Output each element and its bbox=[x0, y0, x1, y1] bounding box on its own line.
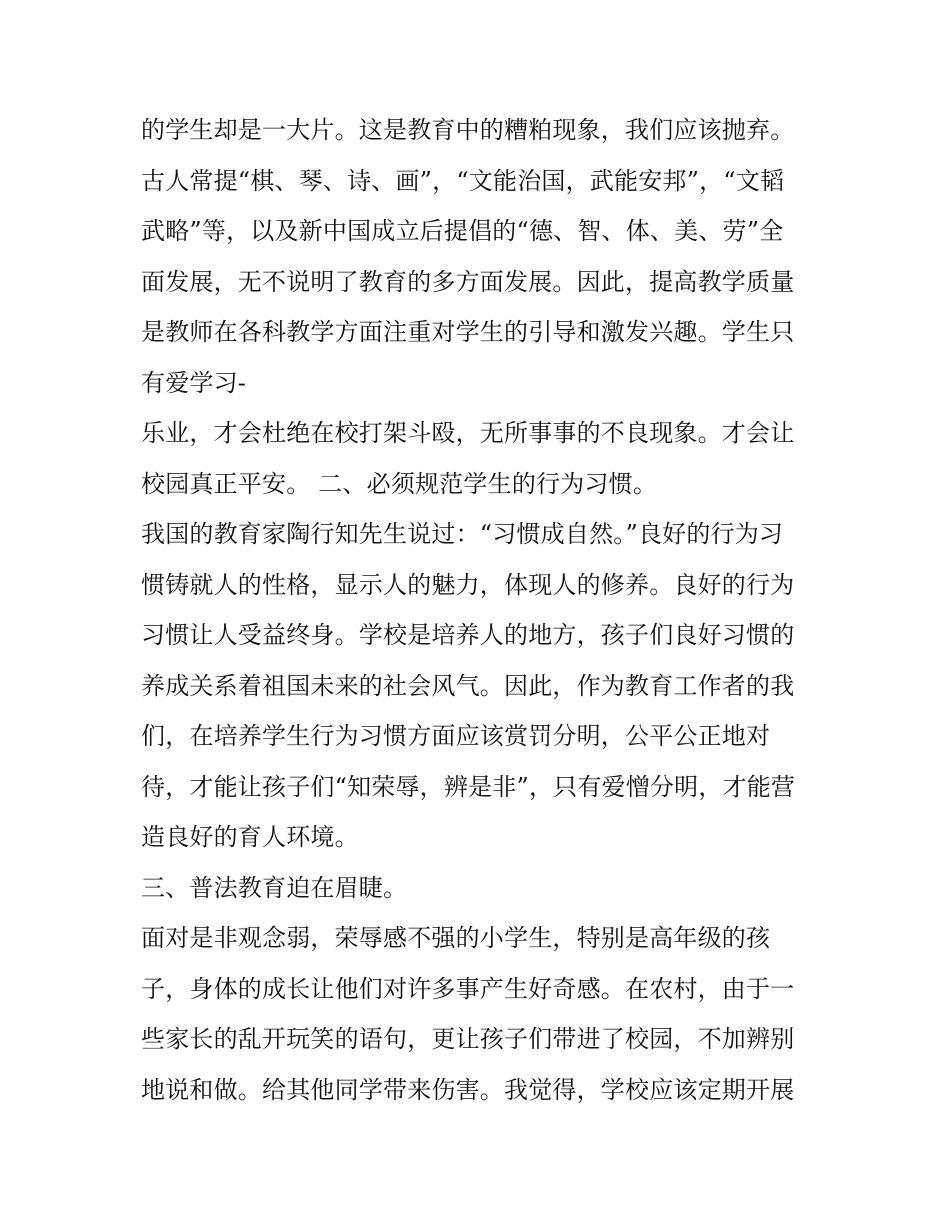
body-text bbox=[141, 105, 821, 1115]
text-line: 古人常提“棋、琴、诗、画”，“文能治国，武能安邦”，“文韬 bbox=[141, 166, 785, 195]
text-line: 武略”等，以及新中国成立后提倡的“德、智、体、美、劳”全 bbox=[141, 217, 784, 245]
text-line: 习惯让人受益终身。学校是培养人的地方，孩子们良好习惯的 bbox=[141, 621, 795, 649]
text-line: 我国的教育家陶行知先生说过：“习惯成自然。”良好的行为习 bbox=[141, 520, 784, 548]
text-line: 的学生却是一大片。这是教育中的糟粕现象，我们应该抛弃。 bbox=[141, 116, 795, 144]
text-line: 惯铸就人的性格，显示人的魅力，体现人的修养。良好的行为 bbox=[141, 570, 795, 599]
text-line: 些家长的乱开玩笑的语句，更让孩子们带进了校园，不加辨别 bbox=[141, 1025, 795, 1053]
text-line: 面对是非观念弱，荣辱感不强的小学生，特别是高年级的孩 bbox=[141, 924, 771, 952]
text-line: 养成关系着祖国未来的社会风气。因此，作为教育工作者的我 bbox=[141, 671, 795, 700]
text-line: 子，身体的成长让他们对许多事产生好奇感。在农村，由于一 bbox=[141, 974, 795, 1003]
text-line: 地说和做。给其他同学带来伤害。我觉得，学校应该定期开展 bbox=[141, 1075, 795, 1104]
text-line: 待，才能让孩子们“知荣辱，辨是非”，只有爱憎分明，才能营 bbox=[141, 772, 796, 801]
text-line: 有爱学习- bbox=[141, 368, 247, 397]
text-line: 是教师在各科教学方面注重对学生的引导和激发兴趣。学生只 bbox=[141, 318, 795, 346]
text-line: 乐业，才会杜绝在校打架斗殴，无所事事的不良现象。才会让 bbox=[141, 419, 795, 447]
text-line: 校园真正平安。 二、必须规范学生的行为习惯。 bbox=[141, 469, 658, 498]
text-line: 造良好的育人环境。 bbox=[141, 823, 359, 851]
text-line: 面发展，无不说明了教育的多方面发展。因此，提高教学质量 bbox=[141, 267, 795, 296]
text-line: 三、普法教育迫在眉睫。 bbox=[141, 873, 408, 902]
text-line: 们，在培养学生行为习惯方面应该赏罚分明，公平公正地对 bbox=[141, 722, 771, 750]
